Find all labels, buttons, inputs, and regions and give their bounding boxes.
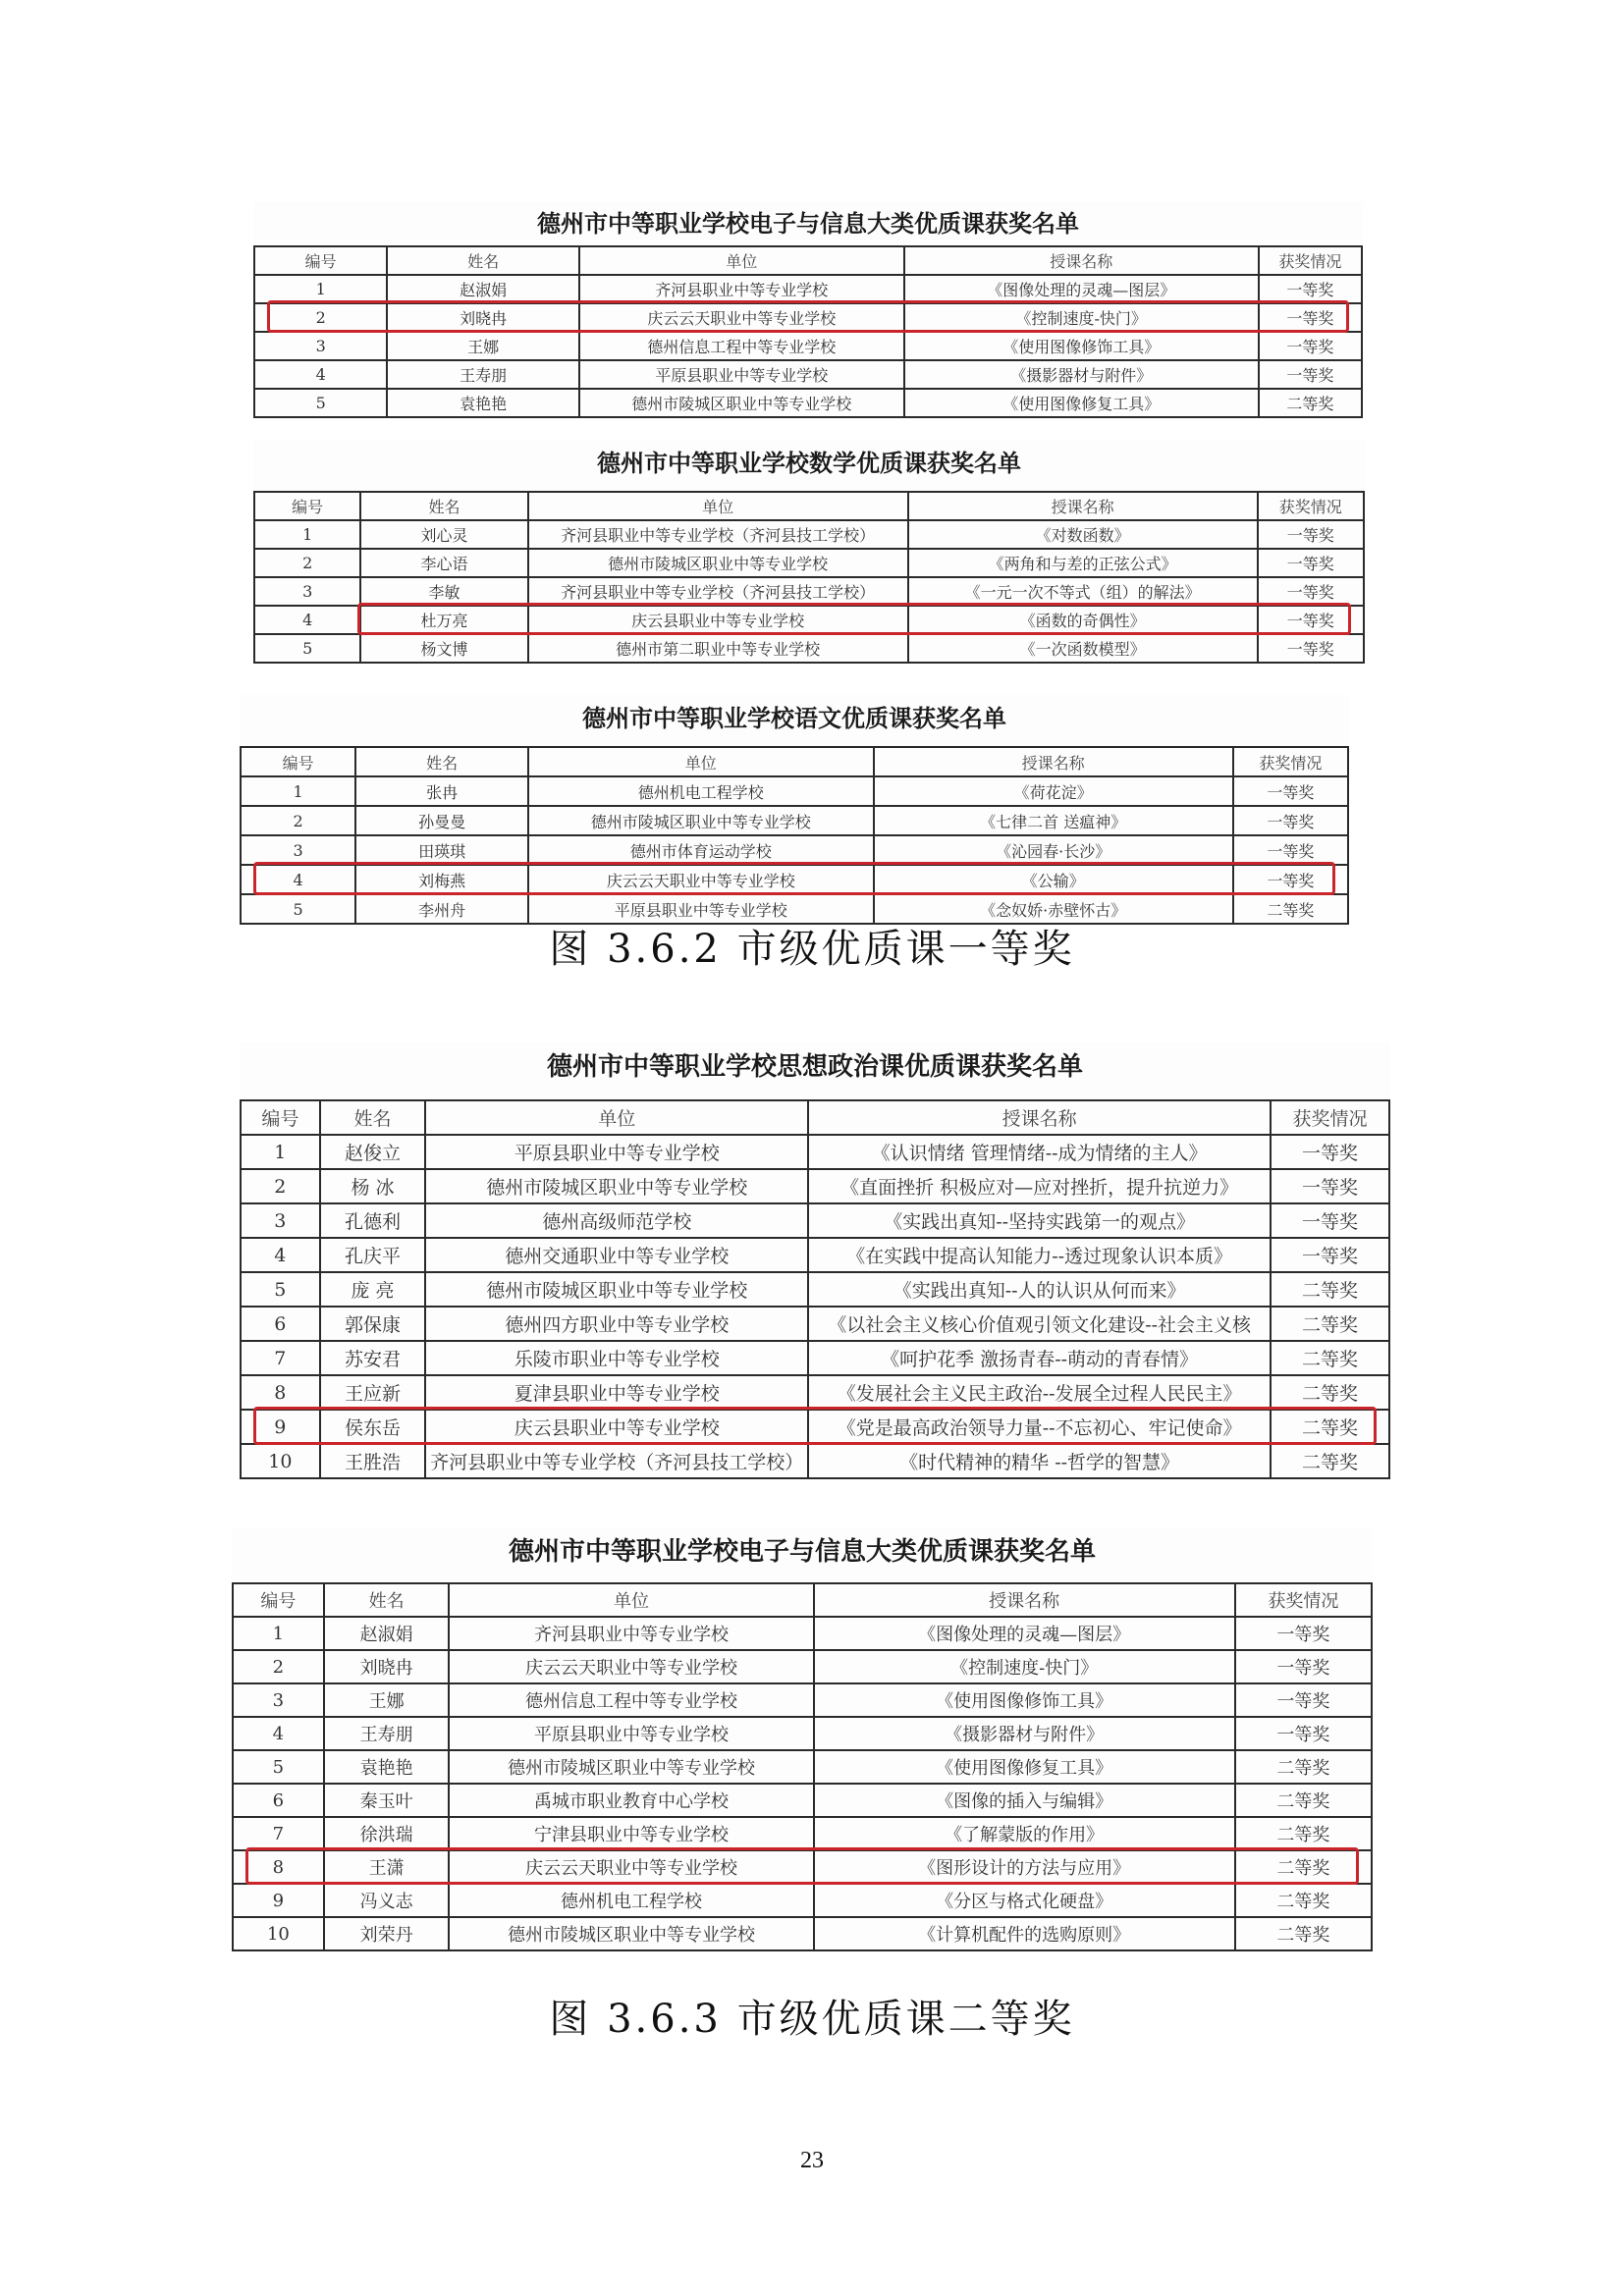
cell-award: 二等奖 [1259,389,1362,417]
cell-course: 《实践出真知--人的认识从何而来》 [808,1272,1271,1307]
cell-name: 孔庆平 [320,1238,426,1272]
cell-unit: 庆云云天职业中等专业学校 [528,865,874,894]
awards-table [253,245,1363,418]
cell-course: 《一元一次不等式（组）的解法》 [908,577,1258,606]
cell-number: 3 [241,1203,320,1238]
cell-number: 2 [233,1650,324,1683]
cell-award: 一等奖 [1259,275,1362,303]
cell-number: 4 [241,865,355,894]
column-header-award: 获奖情况 [1258,492,1364,520]
cell-award: 二等奖 [1271,1444,1389,1478]
cell-number: 2 [254,549,360,577]
column-header-number: 编号 [241,1100,320,1135]
cell-number: 3 [254,332,387,360]
cell-number: 9 [241,1410,320,1444]
cell-award: 一等奖 [1258,549,1364,577]
cell-name: 田瑛琪 [355,835,528,865]
cell-course: 《党是最高政治领导力量--不忘初心、牢记使命》 [808,1410,1271,1444]
cell-course: 《使用图像修复工具》 [904,389,1259,417]
cell-unit: 德州市陵城区职业中等专业学校 [579,389,904,417]
table-row [241,1135,1389,1169]
table-row [241,835,1348,865]
table-row [254,360,1362,389]
column-header-name: 姓名 [355,747,528,776]
table-wrapper [232,1582,1373,1951]
cell-number: 5 [241,894,355,924]
column-header-unit: 单位 [425,1100,808,1135]
table-row-highlighted [254,606,1364,634]
cell-course: 《一次函数模型》 [908,634,1258,663]
cell-course: 《使用图像修饰工具》 [904,332,1259,360]
cell-unit: 德州高级师范学校 [425,1203,808,1238]
cell-number: 4 [241,1238,320,1272]
cell-course: 《念奴娇·赤壁怀古》 [874,894,1233,924]
column-header-name: 姓名 [360,492,527,520]
cell-award: 一等奖 [1271,1135,1389,1169]
awards-table [253,491,1365,664]
cell-award: 二等奖 [1235,1884,1372,1917]
cell-name: 刘梅燕 [355,865,528,894]
cell-course: 《七律二首 送瘟神》 [874,806,1233,835]
table-title: 德州市中等职业学校思想政治课优质课获奖名单 [546,1052,1083,1082]
column-header-award: 获奖情况 [1233,747,1348,776]
cell-name: 王娜 [387,332,579,360]
cell-course: 《函数的奇偶性》 [908,606,1258,634]
cell-number: 1 [254,520,360,549]
column-header-number: 编号 [241,747,355,776]
cell-award: 二等奖 [1271,1272,1389,1307]
cell-name: 杨文博 [360,634,527,663]
column-header-number: 编号 [233,1583,324,1617]
cell-number: 1 [254,275,387,303]
cell-award: 二等奖 [1271,1410,1389,1444]
column-header-name: 姓名 [387,246,579,275]
cell-unit: 德州市陵城区职业中等专业学校 [425,1272,808,1307]
cell-course: 《沁园春·长沙》 [874,835,1233,865]
table-title: 德州市中等职业学校电子与信息大类优质课获奖名单 [508,1537,1096,1567]
cell-name: 李敏 [360,577,527,606]
cell-number: 3 [241,835,355,865]
cell-unit: 齐河县职业中等专业学校（齐河县技工学校） [528,577,908,606]
table-row [241,1272,1389,1307]
cell-number: 7 [241,1341,320,1375]
cell-name: 杜万亮 [360,606,527,634]
cell-number: 3 [233,1683,324,1717]
cell-award: 一等奖 [1233,806,1348,835]
cell-unit: 德州市陵城区职业中等专业学校 [425,1169,808,1203]
table-row [241,776,1348,806]
column-header-course: 授课名称 [904,246,1259,275]
cell-unit: 齐河县职业中等专业学校 [449,1617,813,1650]
cell-course: 《对数函数》 [908,520,1258,549]
cell-number: 10 [241,1444,320,1478]
column-header-name: 姓名 [324,1583,450,1617]
cell-unit: 齐河县职业中等专业学校 [579,275,904,303]
cell-unit: 平原县职业中等专业学校 [449,1717,813,1750]
table-row [254,332,1362,360]
column-header-number: 编号 [254,492,360,520]
table-row [241,1307,1389,1341]
cell-number: 5 [241,1272,320,1307]
cell-course: 《使用图像修饰工具》 [814,1683,1235,1717]
table-wrapper [240,1099,1390,1479]
table-row [254,520,1364,549]
cell-name: 孔德利 [320,1203,426,1238]
table-wrapper [253,491,1365,664]
cell-number: 8 [233,1850,324,1884]
cell-unit: 德州交通职业中等专业学校 [425,1238,808,1272]
cell-number: 5 [254,389,387,417]
cell-award: 一等奖 [1235,1617,1372,1650]
awards-table [240,746,1349,925]
table-header-row [241,1100,1389,1135]
cell-name: 张冉 [355,776,528,806]
cell-course: 《公输》 [874,865,1233,894]
cell-unit: 德州市陵城区职业中等专业学校 [528,549,908,577]
table-block-electronics-first [253,202,1363,418]
column-header-award: 获奖情况 [1271,1100,1389,1135]
table-header-row [254,492,1364,520]
cell-unit: 德州市体育运动学校 [528,835,874,865]
cell-unit: 庆云云天职业中等专业学校 [579,303,904,332]
cell-course: 《直面挫折 积极应对—应对挫折，提升抗逆力》 [808,1169,1271,1203]
cell-award: 二等奖 [1271,1341,1389,1375]
cell-award: 二等奖 [1233,894,1348,924]
cell-award: 一等奖 [1259,332,1362,360]
cell-name: 侯东岳 [320,1410,426,1444]
table-row [233,1784,1372,1817]
cell-number: 7 [233,1817,324,1850]
cell-number: 2 [254,303,387,332]
table-block-math [253,440,1365,664]
cell-unit: 乐陵市职业中等专业学校 [425,1341,808,1375]
table-row [233,1717,1372,1750]
table-row-highlighted [241,1410,1389,1444]
cell-unit: 平原县职业中等专业学校 [528,894,874,924]
cell-award: 一等奖 [1258,634,1364,663]
table-row [241,1375,1389,1410]
table-block-politics [240,1042,1390,1479]
cell-course: 《分区与格式化硬盘》 [814,1884,1235,1917]
cell-course: 《荷花淀》 [874,776,1233,806]
cell-course: 《在实践中提高认知能力--透过现象认识本质》 [808,1238,1271,1272]
cell-unit: 禹城市职业教育中心学校 [449,1784,813,1817]
column-header-award: 获奖情况 [1235,1583,1372,1617]
cell-name: 冯义志 [324,1884,450,1917]
cell-course: 《发展社会主义民主政治--发展全过程人民民主》 [808,1375,1271,1410]
cell-name: 王寿朋 [324,1717,450,1750]
table-row [233,1884,1372,1917]
table-block-electronics-second [232,1527,1373,1951]
cell-award: 一等奖 [1258,520,1364,549]
table-header-row [254,246,1362,275]
cell-unit: 庆云云天职业中等专业学校 [449,1650,813,1683]
cell-award: 二等奖 [1235,1784,1372,1817]
cell-unit: 德州四方职业中等专业学校 [425,1307,808,1341]
cell-award: 二等奖 [1235,1750,1372,1784]
cell-course: 《控制速度-快门》 [814,1650,1235,1683]
cell-name: 刘晓冉 [324,1650,450,1683]
cell-name: 李州舟 [355,894,528,924]
table-row [254,389,1362,417]
cell-course: 《图像的插入与编辑》 [814,1784,1235,1817]
cell-number: 1 [233,1617,324,1650]
cell-unit: 宁津县职业中等专业学校 [449,1817,813,1850]
column-header-unit: 单位 [528,492,908,520]
cell-unit: 庆云县职业中等专业学校 [425,1410,808,1444]
cell-number: 5 [254,634,360,663]
cell-course: 《了解蒙版的作用》 [814,1817,1235,1850]
cell-unit: 夏津县职业中等专业学校 [425,1375,808,1410]
cell-number: 5 [233,1750,324,1784]
table-row-highlighted [233,1850,1372,1884]
cell-award: 二等奖 [1271,1375,1389,1410]
table-header-row [241,747,1348,776]
cell-name: 刘心灵 [360,520,527,549]
table-block-chinese [240,695,1349,925]
column-header-unit: 单位 [528,747,874,776]
cell-number: 10 [233,1917,324,1950]
cell-number: 9 [233,1884,324,1917]
cell-course: 《以社会主义核心价值观引领文化建设--社会主义核 [808,1307,1271,1341]
cell-award: 二等奖 [1271,1307,1389,1341]
cell-course: 《计算机配件的选购原则》 [814,1917,1235,1950]
table-row [241,1341,1389,1375]
table-row [233,1917,1372,1950]
cell-unit: 平原县职业中等专业学校 [425,1135,808,1169]
cell-number: 4 [254,360,387,389]
cell-name: 郭保康 [320,1307,426,1341]
cell-award: 一等奖 [1233,865,1348,894]
cell-unit: 德州信息工程中等专业学校 [579,332,904,360]
table-row [241,806,1348,835]
table-title: 德州市中等职业学校数学优质课获奖名单 [597,450,1021,477]
cell-name: 苏安君 [320,1341,426,1375]
cell-name: 刘荣丹 [324,1917,450,1950]
table-row-highlighted [254,303,1362,332]
cell-name: 庞 亮 [320,1272,426,1307]
cell-unit: 德州市第二职业中等专业学校 [528,634,908,663]
column-header-unit: 单位 [579,246,904,275]
cell-number: 6 [233,1784,324,1817]
table-row [254,634,1364,663]
figure-caption-3-6-3: 图 3.6.3 市级优质课二等奖 [549,1997,1075,2042]
cell-course: 《实践出真知--坚持实践第一的观点》 [808,1203,1271,1238]
table-wrapper [240,746,1349,925]
cell-course: 《控制速度-快门》 [904,303,1259,332]
cell-award: 二等奖 [1235,1850,1372,1884]
cell-unit: 德州市陵城区职业中等专业学校 [449,1750,813,1784]
cell-number: 8 [241,1375,320,1410]
cell-award: 一等奖 [1233,835,1348,865]
table-row [233,1750,1372,1784]
table-row [254,549,1364,577]
awards-table [240,1099,1390,1479]
cell-course: 《时代精神的精华 --哲学的智慧》 [808,1444,1271,1478]
cell-award: 一等奖 [1271,1203,1389,1238]
table-header-row [233,1583,1372,1617]
table-wrapper [253,245,1363,418]
figure-caption-3-6-2: 图 3.6.2 市级优质课一等奖 [549,927,1075,972]
cell-name: 赵淑娟 [387,275,579,303]
cell-name: 秦玉叶 [324,1784,450,1817]
awards-table [232,1582,1373,1951]
column-header-course: 授课名称 [808,1100,1271,1135]
page-number: 23 [800,2148,824,2173]
column-header-unit: 单位 [449,1583,813,1617]
cell-name: 赵淑娟 [324,1617,450,1650]
cell-number: 4 [254,606,360,634]
cell-course: 《使用图像修复工具》 [814,1750,1235,1784]
cell-unit: 德州市陵城区职业中等专业学校 [449,1917,813,1950]
cell-unit: 庆云县职业中等专业学校 [528,606,908,634]
cell-course: 《摄影器材与附件》 [814,1717,1235,1750]
cell-number: 4 [233,1717,324,1750]
cell-award: 一等奖 [1233,776,1348,806]
cell-course: 《呵护花季 激扬青春--萌动的青春情》 [808,1341,1271,1375]
cell-name: 王潇 [324,1850,450,1884]
cell-number: 2 [241,1169,320,1203]
cell-award: 二等奖 [1235,1917,1372,1950]
cell-course: 《认识情绪 管理情绪--成为情绪的主人》 [808,1135,1271,1169]
table-title: 德州市中等职业学校语文优质课获奖名单 [582,705,1006,732]
cell-name: 杨 冰 [320,1169,426,1203]
table-row [254,275,1362,303]
table-row [233,1817,1372,1850]
column-header-course: 授课名称 [814,1583,1235,1617]
cell-number: 2 [241,806,355,835]
cell-unit: 德州市陵城区职业中等专业学校 [528,806,874,835]
cell-course: 《图形设计的方法与应用》 [814,1850,1235,1884]
table-row [241,1169,1389,1203]
cell-course: 《摄影器材与附件》 [904,360,1259,389]
cell-number: 1 [241,1135,320,1169]
cell-unit: 德州信息工程中等专业学校 [449,1683,813,1717]
cell-award: 一等奖 [1259,360,1362,389]
cell-award: 一等奖 [1235,1650,1372,1683]
cell-name: 王应新 [320,1375,426,1410]
cell-award: 一等奖 [1271,1169,1389,1203]
cell-name: 赵俊立 [320,1135,426,1169]
cell-course: 《两角和与差的正弦公式》 [908,549,1258,577]
cell-unit: 齐河县职业中等专业学校（齐河县技工学校） [528,520,908,549]
column-header-name: 姓名 [320,1100,426,1135]
cell-name: 李心语 [360,549,527,577]
cell-name: 徐洪瑞 [324,1817,450,1850]
cell-award: 一等奖 [1235,1717,1372,1750]
cell-unit: 庆云云天职业中等专业学校 [449,1850,813,1884]
cell-unit: 德州机电工程学校 [528,776,874,806]
table-row [241,1203,1389,1238]
cell-name: 孙曼曼 [355,806,528,835]
cell-course: 《图像处理的灵魂—图层》 [904,275,1259,303]
table-row [254,577,1364,606]
cell-name: 王胜浩 [320,1444,426,1478]
cell-name: 刘晓冉 [387,303,579,332]
column-header-course: 授课名称 [874,747,1233,776]
cell-name: 王娜 [324,1683,450,1717]
cell-number: 1 [241,776,355,806]
table-row [241,1238,1389,1272]
cell-number: 6 [241,1307,320,1341]
cell-number: 3 [254,577,360,606]
cell-award: 一等奖 [1258,577,1364,606]
table-row-highlighted [241,865,1348,894]
cell-award: 一等奖 [1271,1238,1389,1272]
cell-unit: 德州机电工程学校 [449,1884,813,1917]
cell-award: 一等奖 [1258,606,1364,634]
cell-name: 王寿朋 [387,360,579,389]
cell-unit: 齐河县职业中等专业学校（齐河县技工学校） [425,1444,808,1478]
table-row [241,1444,1389,1478]
cell-award: 二等奖 [1235,1817,1372,1850]
cell-name: 袁艳艳 [387,389,579,417]
column-header-course: 授课名称 [908,492,1258,520]
column-header-award: 获奖情况 [1259,246,1362,275]
cell-unit: 平原县职业中等专业学校 [579,360,904,389]
table-row [233,1650,1372,1683]
cell-award: 一等奖 [1259,303,1362,332]
cell-award: 一等奖 [1235,1683,1372,1717]
cell-course: 《图像处理的灵魂—图层》 [814,1617,1235,1650]
table-row [233,1617,1372,1650]
table-title: 德州市中等职业学校电子与信息大类优质课获奖名单 [537,210,1079,238]
cell-name: 袁艳艳 [324,1750,450,1784]
table-row [233,1683,1372,1717]
column-header-number: 编号 [254,246,387,275]
